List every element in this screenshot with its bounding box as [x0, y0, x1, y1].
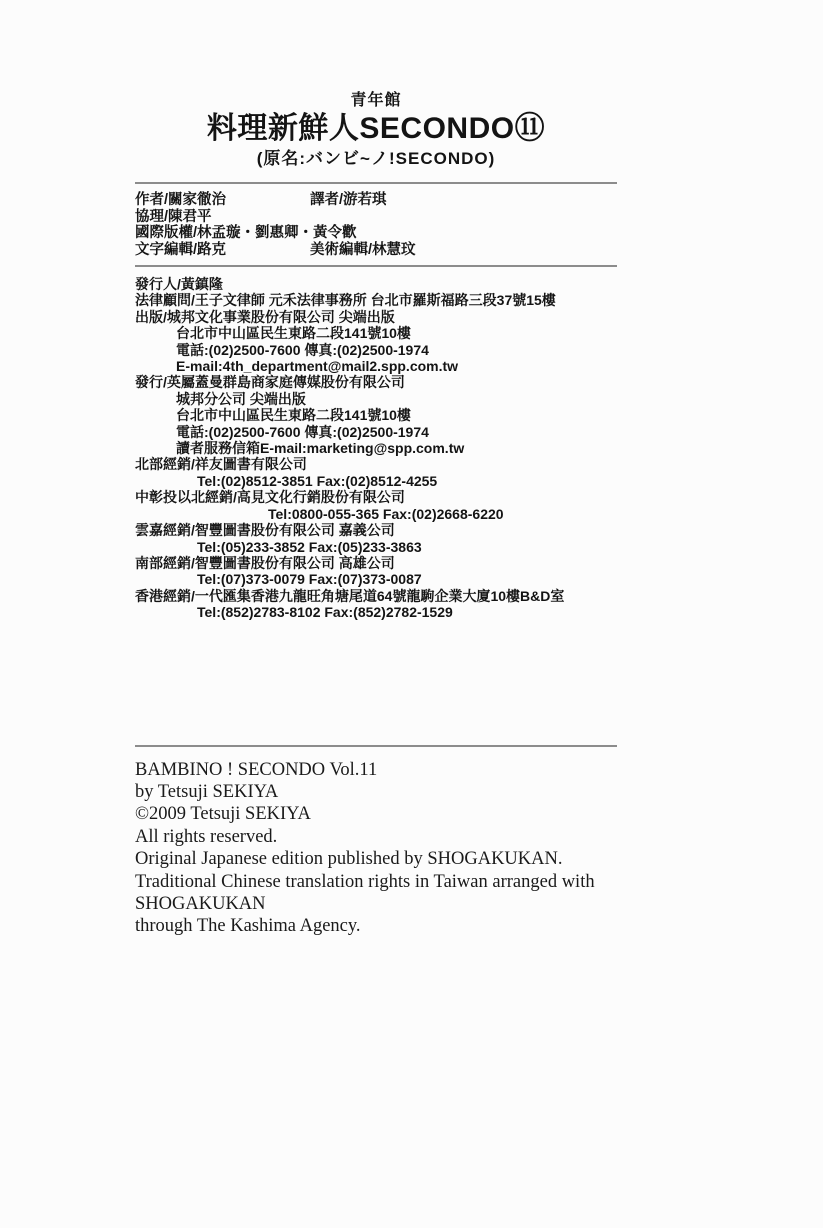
publishing-line: 城邦分公司 尖端出版: [176, 390, 306, 407]
copyright-line: All rights reserved.: [135, 826, 278, 847]
credit-right: 譯者/游若琪: [310, 192, 387, 208]
publishing-line: 香港經銷/一代匯集香港九龍旺角塘尾道64號龍駒企業大廈10樓B&D室: [135, 587, 565, 604]
publishing-line: 發行/英屬蓋曼群島商家庭傳媒股份有限公司: [135, 374, 405, 391]
publishing-line: Tel:(05)233-3852 Fax:(05)233-3863: [197, 538, 422, 555]
publishing-line: E-mail:4th_department@mail2.spp.com.tw: [176, 358, 459, 375]
imprint-label: 青年館: [350, 92, 402, 109]
credit-right: 美術編輯/林慧玟: [310, 241, 416, 258]
publishing-line: 電話:(02)2500-7600 傳真:(02)2500-1974: [176, 423, 429, 440]
credit-left: 國際版權/林孟璇・劉惠卿・黃令歡: [135, 225, 357, 241]
publishing-section: [135, 276, 617, 621]
copyright-line: ©2009 Tetsuji SEKIYA: [135, 804, 311, 825]
book-title: 料理新鮮人SECONDO⑪: [206, 112, 546, 145]
publishing-line: 台北市中山區民生東路二段141號10樓: [176, 325, 411, 342]
copyright-line: BAMBINO ! SECONDO Vol.11: [135, 759, 378, 780]
credit-row: [135, 209, 617, 226]
copyright-line: Traditional Chinese translation rights in Taiwan arranged with SHOGAKUKAN: [135, 871, 595, 914]
credit-row: [135, 225, 617, 242]
publishing-line: Tel:(02)8512-3851 Fax:(02)8512-4255: [197, 472, 438, 489]
publishing-line: Tel:0800-055-365 Fax:(02)2668-6220: [268, 505, 504, 522]
credit-row: [135, 192, 617, 209]
credit-row: [135, 242, 617, 259]
publishing-line: 南部經銷/智豐圖書股份有限公司 高雄公司: [135, 554, 395, 571]
publishing-line: 台北市中山區民生東路二段141號10樓: [176, 407, 411, 424]
publishing-line: 電話:(02)2500-7600 傳真:(02)2500-1974: [176, 341, 429, 358]
credit-left: 文字編輯/路克: [135, 241, 227, 258]
publishing-line: 發行人/黃鎮隆: [135, 276, 223, 292]
credit-left: 作者/關家徹治: [135, 192, 227, 208]
publishing-line: 讀者服務信箱E-mail:marketing@spp.com.tw: [176, 440, 465, 457]
copyright-line: through The Kashima Agency.: [135, 916, 361, 937]
publishing-line: 北部經銷/祥友圖書有限公司: [135, 456, 307, 473]
copyright-line: Original Japanese edition published by SHOGAKUKAN.: [135, 849, 563, 870]
original-title: (原名:バンビ~ノ!SECONDO): [256, 149, 496, 168]
credits-section: [135, 192, 617, 258]
publishing-line: Tel:(07)373-0079 Fax:(07)373-0087: [197, 571, 422, 588]
copyright-line: by Tetsuji SEKIYA: [135, 781, 279, 802]
credit-left: 協理/陳君平: [135, 208, 212, 225]
divider-credits: [135, 265, 617, 267]
publishing-line: 雲嘉經銷/智豐圖書股份有限公司 嘉義公司: [135, 522, 395, 539]
title-block: [135, 92, 617, 169]
publishing-line: 法律顧問/王子文律師 元禾法律事務所 台北市羅斯福路三段37號15樓: [135, 292, 556, 309]
publishing-line: 出版/城邦文化事業股份有限公司 尖端出版: [135, 308, 395, 325]
text-column: [135, 92, 617, 938]
divider-copyright: [135, 745, 617, 747]
publishing-line: 中彰投以北經銷/高見文化行銷股份有限公司: [135, 489, 405, 506]
copyright-section: [135, 759, 617, 938]
divider-top: [135, 182, 617, 184]
publishing-line: Tel:(852)2783-8102 Fax:(852)2782-1529: [197, 604, 453, 621]
